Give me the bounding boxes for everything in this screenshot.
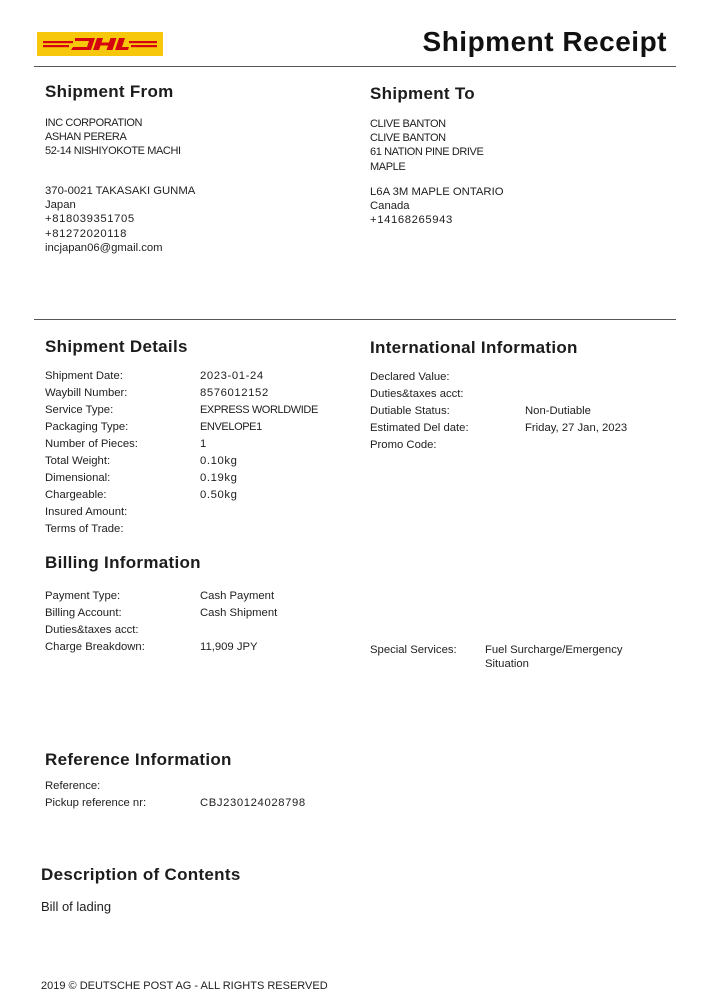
intl-label: Duties&taxes acct: xyxy=(370,388,464,400)
detail-value: 2023-01-24 xyxy=(200,370,264,382)
header-divider xyxy=(34,66,676,67)
detail-row xyxy=(45,402,318,419)
detail-label: Insured Amount: xyxy=(45,506,128,518)
shipment-to-address-block xyxy=(370,117,483,174)
billing-row xyxy=(45,605,277,622)
from-line: 52-14 NISHIYOKOTE MACHI xyxy=(45,145,181,158)
detail-label: Total Weight: xyxy=(45,455,111,467)
intl-label: Estimated Del date: xyxy=(370,422,469,434)
intl-row xyxy=(370,420,627,437)
intl-value: Friday, 27 Jan, 2023 xyxy=(525,422,628,434)
detail-label: Service Type: xyxy=(45,404,114,416)
reference-row xyxy=(45,778,306,795)
special-services-value xyxy=(485,643,623,671)
intl-row xyxy=(370,403,627,420)
detail-row xyxy=(45,504,318,521)
intl-label: Promo Code: xyxy=(370,439,437,451)
to-phone: +14168265943 xyxy=(370,214,453,227)
special-services-label: Special Services: xyxy=(370,644,457,656)
dhl-logo-icon xyxy=(37,32,163,56)
detail-value: 8576012152 xyxy=(200,387,269,399)
detail-value: 0.50kg xyxy=(200,489,238,501)
detail-label: Number of Pieces: xyxy=(45,438,138,450)
detail-label: Terms of Trade: xyxy=(45,523,124,535)
detail-label: Chargeable: xyxy=(45,489,107,501)
billing-row xyxy=(45,588,277,605)
to-line: CLIVE BANTON xyxy=(370,132,446,145)
detail-row xyxy=(45,385,318,402)
shipment-details-heading: Shipment Details xyxy=(45,337,188,356)
description-of-contents-heading: Description of Contents xyxy=(41,865,241,884)
detail-value: 0.10kg xyxy=(200,455,238,467)
shipment-from-heading: Shipment From xyxy=(45,82,174,101)
page-title: Shipment Receipt xyxy=(422,26,667,57)
detail-label: Packaging Type: xyxy=(45,421,129,433)
shipment-from-contact-block xyxy=(45,184,195,255)
reference-label: Pickup reference nr: xyxy=(45,797,147,809)
to-line: MAPLE xyxy=(370,160,406,173)
special-services-line: Situation xyxy=(485,658,529,671)
description-of-contents-text: Bill of lading xyxy=(41,899,112,914)
from-line: ASHAN PERERA xyxy=(45,131,127,144)
billing-value: Cash Shipment xyxy=(200,607,278,619)
intl-label: Declared Value: xyxy=(370,371,450,383)
intl-row xyxy=(370,437,627,454)
section-divider xyxy=(34,319,676,320)
from-email: incjapan06@gmail.com xyxy=(45,241,163,254)
from-line: INC CORPORATION xyxy=(45,117,143,129)
billing-row xyxy=(45,622,277,639)
reference-information-table xyxy=(45,778,306,812)
billing-label: Payment Type: xyxy=(45,590,121,602)
detail-row xyxy=(45,436,318,453)
intl-label: Dutiable Status: xyxy=(370,405,450,417)
detail-value: 1 xyxy=(200,438,207,450)
reference-label: Reference: xyxy=(45,780,101,792)
reference-value: CBJ230124028798 xyxy=(200,797,306,809)
billing-label: Duties&taxes acct: xyxy=(45,624,139,636)
detail-label: Dimensional: xyxy=(45,472,111,484)
shipment-to-contact-block xyxy=(370,185,504,228)
to-line: L6A 3M MAPLE ONTARIO xyxy=(370,186,504,198)
detail-row xyxy=(45,368,318,385)
detail-row xyxy=(45,521,318,538)
detail-label: Shipment Date: xyxy=(45,370,123,382)
billing-information-heading: Billing Information xyxy=(45,553,201,572)
detail-value: EXPRESS WORLDWIDE xyxy=(200,404,318,416)
to-line: CLIVE BANTON xyxy=(370,118,446,130)
special-services-line: Fuel Surcharge/Emergency xyxy=(485,644,623,656)
reference-row xyxy=(45,795,306,812)
reference-information-heading: Reference Information xyxy=(45,750,232,769)
from-phone: +81272020118 xyxy=(45,227,128,240)
billing-label: Billing Account: xyxy=(45,607,122,619)
from-line: 370-0021 TAKASAKI GUNMA xyxy=(45,185,196,197)
detail-row xyxy=(45,453,318,470)
detail-row xyxy=(45,487,318,504)
billing-value: 11,909 JPY xyxy=(200,641,258,653)
shipment-from-address-block xyxy=(45,116,181,159)
intl-row xyxy=(370,386,627,403)
billing-value: Cash Payment xyxy=(200,590,275,602)
international-information-table xyxy=(370,369,627,454)
intl-row xyxy=(370,369,627,386)
shipment-to-heading: Shipment To xyxy=(370,84,475,103)
detail-label: Waybill Number: xyxy=(45,387,128,399)
detail-row xyxy=(45,419,318,436)
from-line: Japan xyxy=(45,199,76,212)
detail-value: ENVELOPE1 xyxy=(200,421,262,433)
dhl-logo xyxy=(37,32,163,56)
detail-value: 0.19kg xyxy=(200,472,238,484)
international-information-heading: International Information xyxy=(370,338,578,357)
copyright-footer: 2019 © DEUTSCHE POST AG - ALL RIGHTS RESERVED xyxy=(41,980,328,992)
from-phone: +818039351705 xyxy=(45,213,135,226)
detail-row xyxy=(45,470,318,487)
billing-label: Charge Breakdown: xyxy=(45,641,145,653)
billing-row xyxy=(45,639,277,656)
intl-value: Non-Dutiable xyxy=(525,405,591,417)
to-line: Canada xyxy=(370,200,410,213)
billing-information-table xyxy=(45,588,277,656)
shipment-details-table xyxy=(45,368,318,538)
to-line: 61 NATION PINE DRIVE xyxy=(370,146,484,159)
